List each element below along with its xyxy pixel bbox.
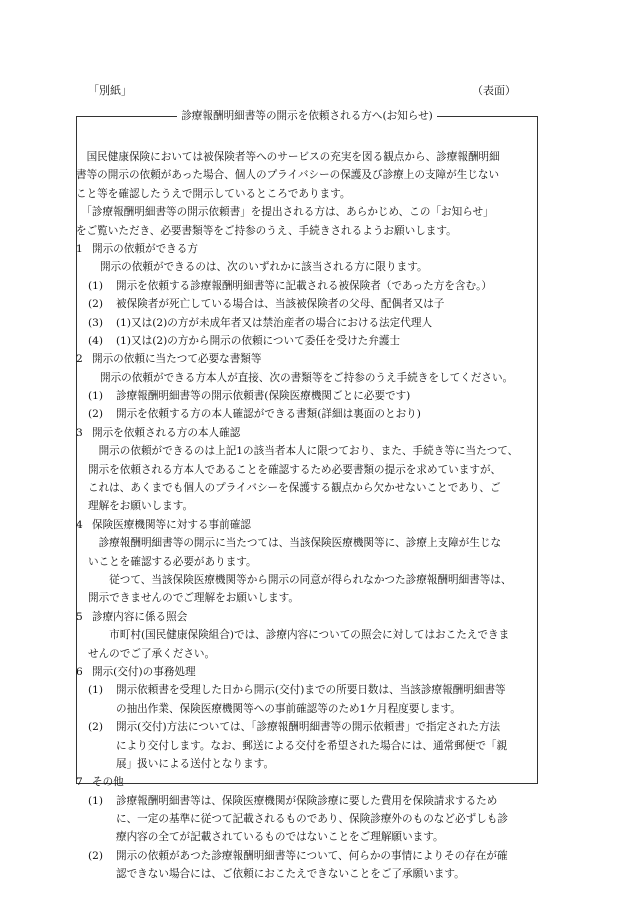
list-item-continuation	[76, 865, 556, 883]
list-item	[76, 718, 556, 736]
intro-line: こと等を確認したうえで開示しているところであります。	[76, 187, 351, 200]
list-item-text: 療内容の全てが記載されているものではないことをご理解願います。	[116, 831, 444, 844]
list-item	[76, 405, 556, 423]
notice-content	[76, 148, 556, 884]
section-body-line: いことを確認する必要があります。	[88, 555, 257, 568]
list-item	[76, 847, 556, 865]
section-body-line: 理解をお願いします。	[88, 500, 194, 513]
section-heading	[76, 350, 556, 368]
intro-line: 国民健康保険においては被保険者等へのサービスの充実を図る観点から、診療報酬明細	[76, 151, 500, 163]
section-body-line: 従つて、当該保険医療機関等から開示の同意が得られなかつた診療報酬明細書等は、	[88, 573, 512, 586]
title-rule-right	[437, 116, 538, 117]
section-heading-text: その他	[92, 776, 124, 789]
list-item	[76, 314, 556, 332]
list-item-text: 開示(交付)方法については、「診療報酬明細書等の開示依頼書」で指定された方法	[116, 721, 501, 734]
list-item	[76, 387, 556, 405]
list-item	[76, 277, 556, 295]
list-item-marker: (2)	[88, 721, 104, 734]
section-body-line: 開示の依頼ができる方本人が直接、次の書類等をご持参のうえ手続きをしてください。	[100, 371, 514, 384]
section-1	[76, 240, 556, 350]
list-item-marker: (1)	[88, 279, 104, 292]
list-item-text: の抽出作業、保険医療機関等への事前確認等のため1ケ月程度要します。	[116, 702, 461, 715]
intro-line: 「診療報酬明細書等の開示依頼書」を提出される方は、あらかじめ、この「お知らせ」	[76, 206, 494, 219]
section-number: 3	[76, 426, 83, 439]
list-item-text: 開示の依頼があつた診療報酬明細書等について、何らかの事情によりその存在が確	[116, 849, 508, 862]
list-item-continuation	[76, 828, 556, 846]
section-5	[76, 608, 556, 663]
section-number: 6	[76, 665, 83, 678]
list-item-text: (1)又は(2)の方が未成年者又は禁治産者の場合における法定代理人	[116, 316, 433, 329]
list-item-marker: (2)	[88, 849, 104, 862]
list-item-text: 開示依頼書を受理した日から開示(交付)までの所要日数は、当該診療報酬明細書等	[116, 684, 506, 697]
list-item-marker: (4)	[88, 334, 104, 347]
section-heading	[76, 240, 556, 258]
section-6	[76, 663, 556, 773]
section-3	[76, 424, 556, 516]
section-heading-text: 開示の依頼に当たつて必要な書類等	[92, 353, 262, 366]
title-rule-left	[76, 116, 177, 117]
section-body-line: 開示を依頼される方本人であることを確認するため必要書類の提示を求めていますが、	[88, 463, 502, 476]
list-item-text: により交付します。なお、郵送による交付を希望された場合には、通常郵便で「親	[116, 739, 508, 752]
list-item-continuation	[76, 737, 556, 755]
section-heading	[76, 663, 556, 681]
list-item-text: 認できない場合には、ご依頼におこたえできないことをご了承願います。	[116, 868, 465, 881]
section-heading	[76, 424, 556, 442]
section-body-line: 市町村(国民健康保険組合)では、診療内容についての照会に対してはおこたえできま	[88, 629, 510, 642]
intro-line: 書等の開示の依頼があった場合、個人のプライバシーの保護及び診療上の支障が生じない	[76, 169, 500, 182]
attachment-label: 「別紙」	[88, 84, 132, 97]
list-item	[76, 332, 556, 350]
list-item-marker: (2)	[88, 298, 104, 311]
list-item	[76, 681, 556, 699]
section-heading-text: 保険医療機関等に対する事前確認	[92, 518, 251, 531]
section-body-line: 診療報酬明細書等の開示に当たつては、当該保険医療機関等に、診療上支障が生じな	[88, 537, 502, 550]
list-item-text: に、一定の基準に従つて記載されるものであり、保険診療外のものなど必ずしも診	[116, 813, 508, 826]
notice-title: 診療報酬明細書等の開示を依頼される方へ(お知らせ)	[181, 110, 433, 122]
section-heading	[76, 773, 556, 791]
section-heading-text: 開示(交付)の事務処理	[92, 665, 196, 678]
list-item-text: (1)又は(2)の方から開示の依頼について委任を受けた弁護士	[116, 334, 401, 347]
section-heading-text: 開示を依頼される方の本人確認	[92, 426, 241, 439]
section-body-line: 開示の依頼ができるのは、次のいずれかに該当される方に限ります。	[100, 261, 428, 274]
section-number: 5	[76, 610, 83, 623]
list-item-marker: (1)	[88, 390, 104, 403]
list-item-text: 診療報酬明細書等は、保険医療機関が保険診療に要した費用を保険請求するため	[116, 794, 498, 807]
section-number: 2	[76, 353, 83, 366]
section-4	[76, 516, 556, 608]
section-7	[76, 773, 556, 883]
list-item-text: 診療報酬明細書等の開示依頼書(保険医療機関ごとに必要です)	[116, 390, 411, 403]
section-heading-text: 診療内容に係る照会	[92, 610, 188, 623]
section-body-line: 開示できませんのでご理解をお願いします。	[88, 592, 300, 605]
section-heading	[76, 516, 556, 534]
list-item-text: 展」扱いによる送付となります。	[116, 757, 275, 770]
list-item-text: 被保険者が死亡している場合は、当該被保険者の父母、配偶者又は子	[116, 298, 445, 311]
list-item-marker: (2)	[88, 408, 104, 421]
list-item-marker: (3)	[88, 316, 104, 329]
notice-box-title-row	[76, 109, 538, 123]
list-item-marker: (1)	[88, 794, 104, 807]
section-number: 1	[76, 242, 83, 255]
list-item-marker: (1)	[88, 684, 104, 697]
intro-line: をご覧いただき、必要書類等をご持参のうえ、手続きされるようお願いします。	[76, 224, 457, 237]
list-item-continuation	[76, 810, 556, 828]
list-item-continuation	[76, 755, 556, 773]
section-number: 7	[76, 776, 83, 789]
page-side-label: （表面）	[472, 84, 516, 97]
section-body-line: せんのでご了承ください。	[88, 647, 216, 660]
section-body-line: これは、あくまでも個人のプライバシーを保護する観点から欠かせないことであり、ご	[88, 482, 501, 495]
section-number: 4	[76, 518, 83, 531]
list-item	[76, 295, 556, 313]
list-item-continuation	[76, 700, 556, 718]
section-heading-text: 開示の依頼ができる方	[92, 242, 198, 255]
list-item-text: 開示を依頼する診療報酬明細書等に記載される被保険者（であった方を含む。）	[116, 279, 492, 292]
section-heading	[76, 608, 556, 626]
section-2	[76, 350, 556, 424]
list-item-text: 開示を依頼する方の本人確認ができる書類(詳細は裏面のとおり)	[116, 408, 421, 421]
section-body-line: 開示の依頼ができるのは上記1の該当者本人に限つており、また、手続き等に当たつて、	[88, 445, 519, 458]
list-item	[76, 792, 556, 810]
